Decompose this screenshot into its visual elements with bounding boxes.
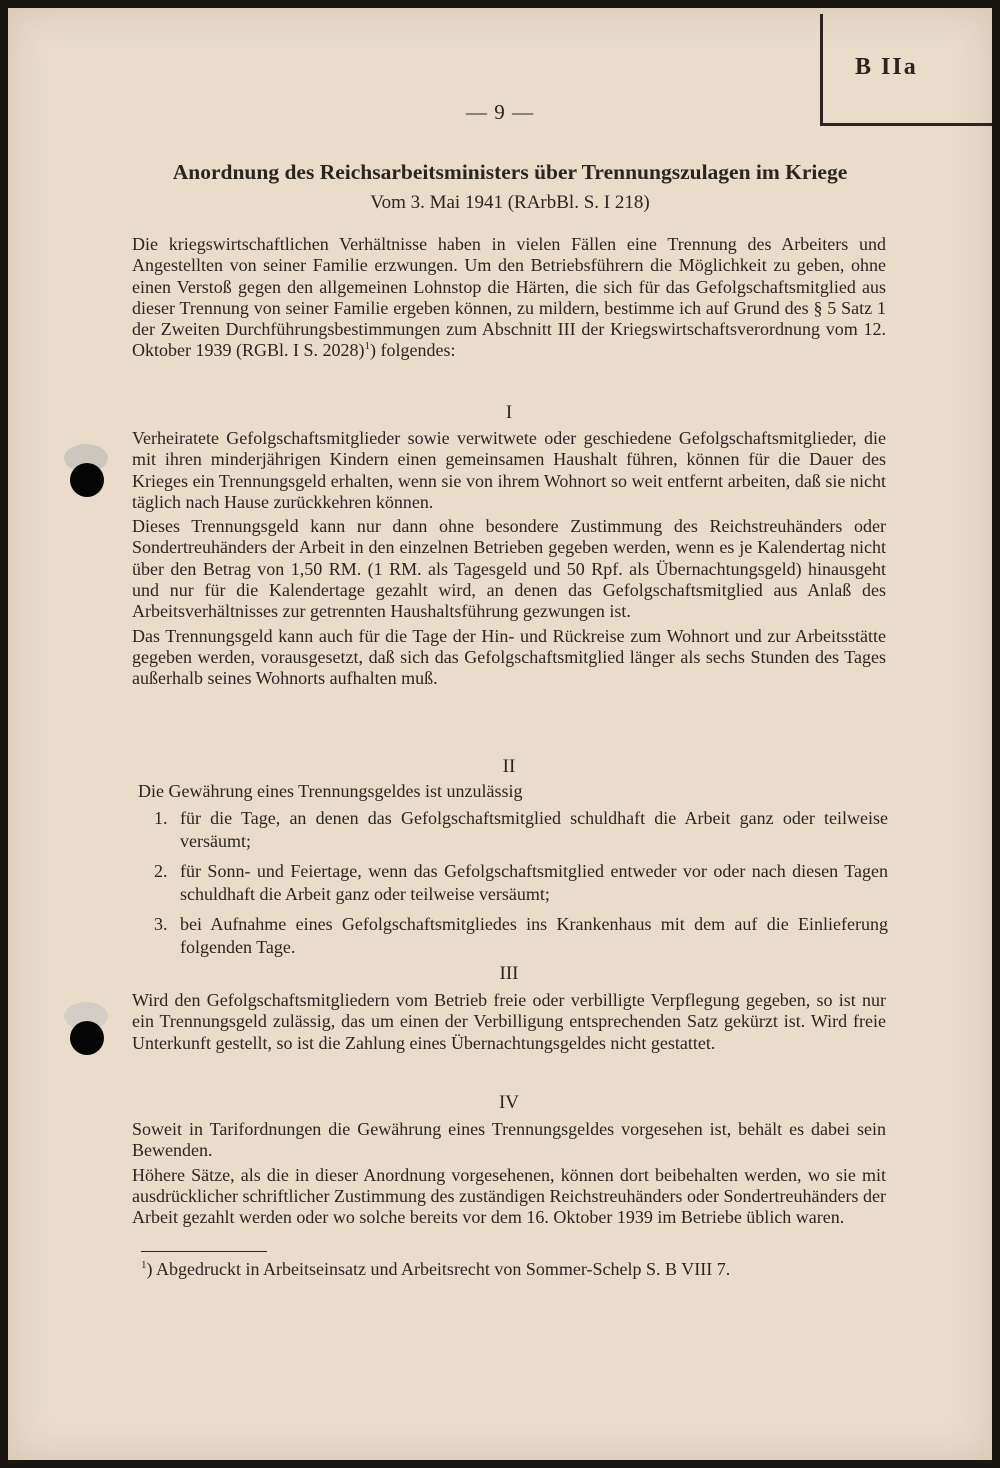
list-item-number: 1. bbox=[154, 808, 168, 828]
section-heading-3: III bbox=[499, 963, 519, 984]
section-1-body bbox=[132, 428, 886, 693]
punch-hole-icon bbox=[58, 436, 114, 508]
document-title: Anordnung des Reichsarbeitsministers über Trennungszulagen im Kriege bbox=[172, 160, 848, 184]
footnote bbox=[141, 1259, 901, 1280]
list-item-number: 2. bbox=[154, 861, 168, 881]
preamble bbox=[132, 234, 886, 365]
register-tab-label: B IIa bbox=[855, 54, 918, 80]
document-subtitle: Vom 3. Mai 1941 (RArbBl. S. I 218) bbox=[370, 192, 650, 213]
section-1-paragraph: Das Trennungsgeld kann auch für die Tage der Hin- und Rückreise zum Wohnort und zur Arbeitsstätte gegeben werden, vorausgesetzt, daß sich das Gefolgschaftsmitglied länger als sechs Stunden des Tages außerhalb seines Wohnorts aufhalten muß. bbox=[132, 625, 886, 689]
preamble-end: ) folgendes: bbox=[370, 340, 456, 361]
list-item bbox=[154, 807, 888, 853]
document-page bbox=[8, 8, 992, 1460]
footnote-reference: 1 bbox=[364, 340, 370, 353]
preamble-text: Die kriegswirtschaftlichen Verhältnisse haben in vielen Fällen eine Trennung des Arbeiters und Angestellten von seiner Familie erzwungen. Um den Betriebsführern die Möglichkeit zu geben, ohne einen Verstoß gegen den allgemeinen Lohnstop die Härten, die sich für das Gefolgschaftsmitglied aus dieser Trennung von seiner Familie ergeben können, zu mildern, bestimme ich auf Grund des § 5 Satz 1 der Zweiten Durchführungsbestimmungen zum Abschnitt III der Kriegswirtschaftsverordnung vom 12. Oktober 1939 (RGBl. I S. 2028) bbox=[132, 234, 886, 361]
section-4-paragraph: Soweit in Tarifordnungen die Gewährung eines Trennungsgeldes vorgesehen ist, behält es dabei sein Bewenden. bbox=[132, 1119, 886, 1161]
list-item-text: für Sonn- und Feiertage, wenn das Gefolgschaftsmitglied entweder vor oder nach diesen Tagen schuldhaft die Arbeit ganz oder teilweise versäumt; bbox=[180, 861, 888, 904]
section-4-paragraph: Höhere Sätze, als die in dieser Anordnung vorgesehenen, können dort beibehalten werden, wo sie mit ausdrücklicher schriftlicher Zustimmung des zuständigen Reichstreuhänders oder Sondertreuhänders der Arbeit gezahlt werden oder wo solche bereits vor dem 16. Oktober 1939 im Betriebe üblich waren. bbox=[132, 1164, 886, 1228]
footnote-text: ) Abgedruckt in Arbeitseinsatz und Arbeitsrecht von Sommer-Schelp S. B VIII 7. bbox=[146, 1259, 731, 1279]
section-2-intro: Die Gewährung eines Trennungsgeldes ist unzulässig bbox=[138, 781, 523, 801]
section-1-paragraph: Verheiratete Gefolgschaftsmitglieder sowie verwitwete oder geschiedene Gefolgschaftsmitglieder, die mit ihren minderjährigen Kindern einen gemeinsamen Haushalt führen, können für die Dauer des Krieges ein Trennungsgeld erhalten, wenn sie von ihrem Wohnort so weit entfernt arbeiten, daß sie nicht täglich nach Hause zurückkehren können. bbox=[132, 428, 886, 512]
section-3-body bbox=[132, 990, 886, 1057]
page-number: — 9 — bbox=[466, 100, 534, 124]
section-1-paragraph: Dieses Trennungsgeld kann nur dann ohne besondere Zustimmung des Reichstreuhänders oder Sondertreuhänders der Arbeit in den einzelnen Betrieben gegeben werden, wenn es je Kalendertag nicht über den Betrag von 1,50 RM. (1 RM. als Tagesgeld und 50 Rpf. als Übernachtungsgeld) hinausgeht und nur für die Kalendertage gezahlt wird, an denen das Gefolgschaftsmitglied aus Anlaß des Arbeitsverhältnisses zur getrennten Haushaltsführung gezwungen ist. bbox=[132, 516, 886, 622]
list-item-text: bei Aufnahme eines Gefolgschaftsmitgliedes ins Krankenhaus mit dem auf die Einlieferung folgenden Tage. bbox=[180, 914, 888, 957]
punch-hole-icon bbox=[58, 996, 114, 1068]
list-item bbox=[154, 860, 888, 906]
list-item-number: 3. bbox=[154, 914, 168, 934]
list-item bbox=[154, 913, 888, 959]
section-heading-2: II bbox=[502, 756, 516, 777]
section-3-paragraph: Wird den Gefolgschaftsmitgliedern vom Betrieb freie oder verbilligte Verpflegung gegeben, so ist nur ein Trennungsgeld zulässig, das um einen der Verbilligung entsprechenden Satz gekürzt ist. Wird freie Unterkunft gestellt, so ist die Zahlung eines Übernachtungsgeldes nicht gestattet. bbox=[132, 990, 886, 1053]
list-item-text: für die Tage, an denen das Gefolgschaftsmitglied schuldhaft die Arbeit ganz oder teilweise versäumt; bbox=[180, 808, 888, 851]
footnote-mark: 1 bbox=[141, 1259, 147, 1271]
section-4-body bbox=[132, 1119, 886, 1231]
section-2-list bbox=[154, 807, 888, 966]
section-heading-4: IV bbox=[498, 1092, 520, 1113]
section-heading-1: I bbox=[505, 402, 513, 423]
footnote-divider bbox=[141, 1251, 267, 1252]
